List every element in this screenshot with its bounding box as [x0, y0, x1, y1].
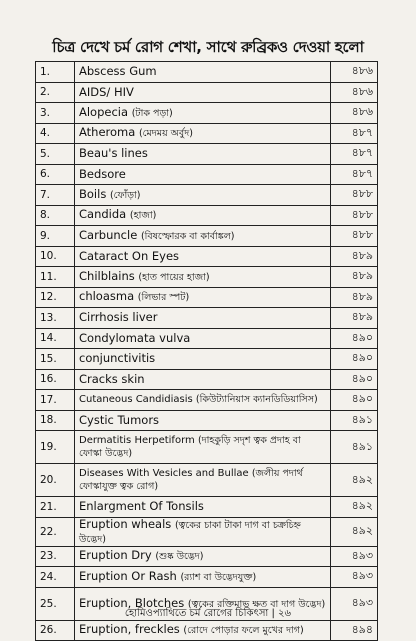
row-page-number: ৪৮৮ [331, 226, 378, 247]
row-page-number: ৪৮৯ [331, 267, 378, 288]
page-footer: হোমিওপ্যাথিতে চর্ম রোগের চিকিৎসা | ২৬ [124, 608, 292, 619]
row-page-number: ৪৮৮ [331, 185, 378, 206]
topic-english: Bedsore [79, 166, 126, 181]
row-number: 15. [36, 349, 75, 370]
row-page-number: ৪৮৬ [331, 82, 378, 103]
row-topic [75, 431, 331, 464]
row-topic [75, 185, 331, 206]
row-page-number: ৪৮৭ [331, 144, 378, 165]
row-number: 13. [36, 308, 75, 329]
row-page-number: ৪৮৯ [331, 246, 378, 267]
table-row [36, 62, 378, 83]
row-topic [75, 546, 331, 567]
row-number: 20. [36, 464, 75, 497]
table-row [36, 567, 378, 588]
row-page-number: ৪৮৯ [331, 287, 378, 308]
topic-english: Carbuncle [79, 227, 138, 242]
row-topic [75, 369, 331, 390]
row-page-number: ৪৮৭ [331, 164, 378, 185]
topic-english: Beau's lines [79, 146, 148, 161]
row-page-number: ৪৯৩ [331, 567, 378, 588]
row-page-number: ৪৮৮ [331, 205, 378, 226]
table-row [36, 464, 378, 497]
row-number: 25. [36, 587, 75, 620]
topic-bengali: (টাক পড়া) [131, 107, 173, 119]
table-row [36, 164, 378, 185]
table-row [36, 369, 378, 390]
row-page-number: ৪৮৬ [331, 103, 378, 124]
topic-bengali: (হাত পায়ের হাজা) [138, 271, 210, 283]
topic-english: chloasma [79, 289, 135, 304]
table-row [36, 546, 378, 567]
row-page-number: ৪৯০ [331, 369, 378, 390]
page-title: চিত্র দেখে চর্ম রোগ শেখা, সাথে রুব্রিকও দেওয়া হলো [52, 38, 364, 56]
row-topic [75, 246, 331, 267]
row-topic [75, 390, 331, 411]
table-row [36, 205, 378, 226]
table-row [36, 144, 378, 165]
topic-english: Diseases With Vesicles and Bullae [79, 468, 249, 479]
index-table [35, 61, 378, 641]
row-number: 6. [36, 164, 75, 185]
topic-bengali: (বিষস্ফোরক বা কার্বাঙ্কল) [140, 230, 235, 242]
row-number: 2. [36, 82, 75, 103]
row-topic [75, 144, 331, 165]
topic-english: AIDS/ HIV [79, 84, 134, 99]
table-row [36, 103, 378, 124]
row-topic [75, 464, 331, 497]
topic-english: Dermatitis Herpetiform [79, 435, 195, 446]
table-row [36, 267, 378, 288]
row-topic [75, 103, 331, 124]
row-number: 18. [36, 410, 75, 431]
row-topic [75, 410, 331, 431]
row-page-number: ৪৮৬ [331, 62, 378, 83]
topic-english: Atheroma [79, 125, 136, 140]
row-topic [75, 123, 331, 144]
table-row [36, 226, 378, 247]
row-page-number: ৪৯২ [331, 517, 378, 546]
row-number: 17. [36, 390, 75, 411]
topic-english: Eruption, freckles [79, 622, 180, 637]
topic-english: Candida [79, 207, 127, 222]
table-row [36, 410, 378, 431]
row-number: 5. [36, 144, 75, 165]
row-number: 12. [36, 287, 75, 308]
row-number: 26. [36, 620, 75, 641]
row-number: 16. [36, 369, 75, 390]
row-page-number: ৪৮৯ [331, 308, 378, 329]
topic-bengali: (মেদময় অর্বুদ) [138, 128, 193, 140]
row-number: 8. [36, 205, 75, 226]
row-topic [75, 62, 331, 83]
row-topic [75, 567, 331, 588]
row-page-number: ৪৯৩ [331, 546, 378, 567]
topic-bengali: (কিউট্যানিয়াস ক্যানডিডিয়াসিস) [195, 394, 318, 406]
topic-english: Eruption Or Rash [79, 568, 177, 583]
row-number: 22. [36, 517, 75, 546]
row-topic [75, 82, 331, 103]
topic-english: Cutaneous Candidiasis [79, 394, 193, 406]
row-topic [75, 517, 331, 546]
topic-english: Enlargment Of Tonsils [79, 499, 204, 514]
row-topic [75, 287, 331, 308]
row-topic [75, 205, 331, 226]
row-page-number: ৪৯১ [331, 410, 378, 431]
table-row [36, 517, 378, 546]
row-page-number: ৪৮৭ [331, 123, 378, 144]
row-number: 3. [36, 103, 75, 124]
row-number: 21. [36, 497, 75, 518]
topic-english: Boils [79, 186, 107, 201]
row-number: 24. [36, 567, 75, 588]
topic-bengali: (জলীয় পদার্থ ফোস্কাযুক্ত ত্বক রোগ) [79, 468, 303, 492]
row-topic [75, 226, 331, 247]
row-number: 7. [36, 185, 75, 206]
topic-bengali: (হাজা) [129, 210, 157, 222]
topic-bengali: (র‍্যাশ বা উদ্ভেদযুক্ত) [180, 571, 257, 583]
table-row [36, 431, 378, 464]
topic-english: Cataract On Eyes [79, 248, 180, 263]
table-row [36, 390, 378, 411]
row-number: 9. [36, 226, 75, 247]
topic-english: conjunctivitis [79, 351, 156, 366]
topic-english: Condylomata vulva [79, 330, 191, 345]
topic-english: Eruption wheals [79, 517, 172, 531]
row-topic [75, 164, 331, 185]
row-number: 19. [36, 431, 75, 464]
row-page-number: ৪৯২ [331, 464, 378, 497]
topic-bengali: (ত্বকের রক্তিমাভ ক্ষত বা দাগ উদ্ভেদ) [187, 598, 326, 610]
topic-bengali: (ত্বকের চাকা টাকা দাগ বা চক্রচিহ্ন উদ্ভেদ) [79, 519, 301, 545]
table-row [36, 123, 378, 144]
topic-bengali: (ফোঁড়া) [109, 189, 141, 201]
topic-english: Chilblains [79, 268, 135, 283]
table-row [36, 620, 378, 641]
topic-english: Cracks skin [79, 371, 145, 386]
topic-bengali: (লিভার স্পট) [137, 292, 190, 304]
row-topic [75, 620, 331, 641]
topic-bengali: (রোদে পোড়ার ফলে মুখের দাগ) [183, 625, 304, 637]
topic-english: Eruption, Blotches [79, 595, 185, 610]
row-number: 14. [36, 328, 75, 349]
row-page-number: ৪৯২ [331, 497, 378, 518]
row-topic [75, 328, 331, 349]
table-row [36, 497, 378, 518]
row-page-number: ৪৯০ [331, 328, 378, 349]
table-row [36, 246, 378, 267]
row-page-number: ৪৯৪ [331, 620, 378, 641]
row-topic [75, 349, 331, 370]
row-number: 1. [36, 62, 75, 83]
row-topic [75, 497, 331, 518]
table-row [36, 328, 378, 349]
row-page-number: ৪৯০ [331, 349, 378, 370]
topic-english: Alopecia [79, 104, 129, 119]
topic-english: Cystic Tumors [79, 412, 160, 427]
topic-bengali: (শুষ্ক উদ্ভেদ) [155, 551, 204, 563]
topic-english: Abscess Gum [79, 64, 157, 79]
topic-english: Cirrhosis liver [79, 310, 158, 325]
row-topic [75, 267, 331, 288]
table-row [36, 82, 378, 103]
table-row [36, 287, 378, 308]
row-number: 10. [36, 246, 75, 267]
table-row [36, 349, 378, 370]
row-number: 4. [36, 123, 75, 144]
row-page-number: ৪৯৩ [331, 587, 378, 620]
row-page-number: ৪৯০ [331, 390, 378, 411]
row-topic [75, 308, 331, 329]
row-page-number: ৪৯১ [331, 431, 378, 464]
topic-english: Eruption Dry [79, 548, 152, 563]
table-row [36, 308, 378, 329]
topic-bengali: (দাহকুড়ি সদৃশ ত্বক প্রদাহ বা ফোস্কা উদ্ভেদ) [79, 435, 301, 459]
row-number: 11. [36, 267, 75, 288]
table-row [36, 185, 378, 206]
row-number: 23. [36, 546, 75, 567]
